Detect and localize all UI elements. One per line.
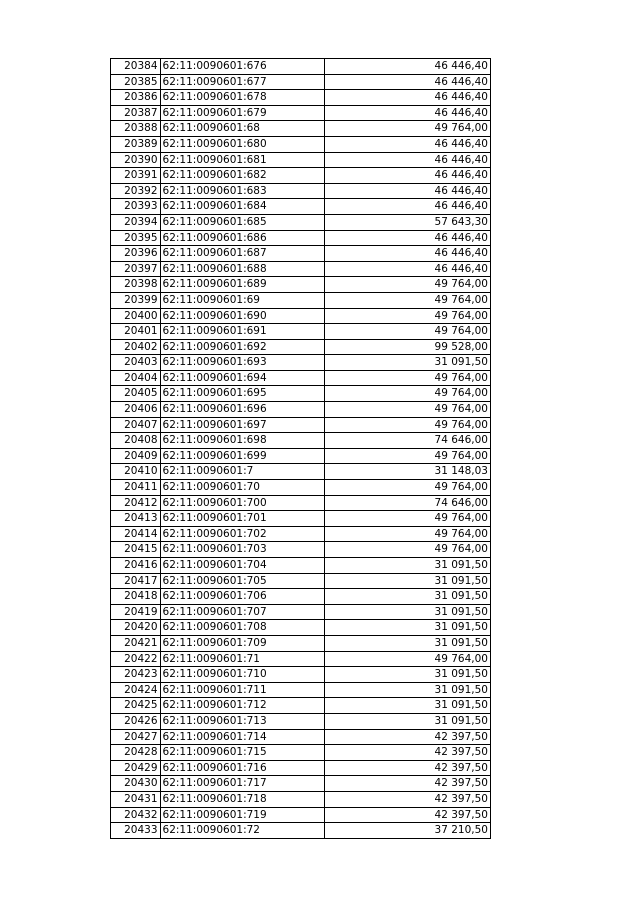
- table-row: [111, 152, 491, 168]
- row-number-cell: 20410: [111, 464, 161, 480]
- cadastral-number-cell: 62:11:0090601:694: [160, 370, 325, 386]
- table-row: [111, 651, 491, 667]
- cadastral-number-cell: 62:11:0090601:686: [160, 230, 325, 246]
- table-row: [111, 183, 491, 199]
- cadastral-number-cell: 62:11:0090601:692: [160, 339, 325, 355]
- row-number-cell: 20400: [111, 308, 161, 324]
- cadastral-number-cell: 62:11:0090601:696: [160, 402, 325, 418]
- table-row: [111, 495, 491, 511]
- row-number-cell: 20420: [111, 620, 161, 636]
- cadastral-value-cell: 49 764,00: [325, 308, 491, 324]
- cadastral-value-cell: 46 446,40: [325, 230, 491, 246]
- cadastral-number-cell: 62:11:0090601:68: [160, 121, 325, 137]
- cadastral-number-cell: 62:11:0090601:709: [160, 635, 325, 651]
- cadastral-number-cell: 62:11:0090601:717: [160, 776, 325, 792]
- cadastral-number-cell: 62:11:0090601:715: [160, 745, 325, 761]
- row-number-cell: 20388: [111, 121, 161, 137]
- row-number-cell: 20432: [111, 807, 161, 823]
- cadastral-value-cell: 49 764,00: [325, 370, 491, 386]
- row-number-cell: 20422: [111, 651, 161, 667]
- cadastral-value-cell: 49 764,00: [325, 542, 491, 558]
- row-number-cell: 20418: [111, 589, 161, 605]
- cadastral-value-cell: 31 091,50: [325, 355, 491, 371]
- table-row: [111, 261, 491, 277]
- row-number-cell: 20401: [111, 324, 161, 340]
- cadastral-value-table: [110, 58, 491, 839]
- table-row: [111, 417, 491, 433]
- cadastral-value-cell: 31 091,50: [325, 667, 491, 683]
- row-number-cell: 20405: [111, 386, 161, 402]
- row-number-cell: 20402: [111, 339, 161, 355]
- table-row: [111, 682, 491, 698]
- cadastral-value-cell: 31 091,50: [325, 635, 491, 651]
- row-number-cell: 20433: [111, 823, 161, 839]
- table-row: [111, 823, 491, 839]
- cadastral-number-cell: 62:11:0090601:678: [160, 90, 325, 106]
- cadastral-number-cell: 62:11:0090601:7: [160, 464, 325, 480]
- cadastral-number-cell: 62:11:0090601:710: [160, 667, 325, 683]
- row-number-cell: 20431: [111, 791, 161, 807]
- cadastral-number-cell: 62:11:0090601:712: [160, 698, 325, 714]
- table-row: [111, 199, 491, 215]
- cadastral-value-cell: 46 446,40: [325, 246, 491, 262]
- cadastral-value-cell: 49 764,00: [325, 651, 491, 667]
- table-row: [111, 59, 491, 75]
- cadastral-number-cell: 62:11:0090601:69: [160, 292, 325, 308]
- cadastral-number-cell: 62:11:0090601:70: [160, 480, 325, 496]
- row-number-cell: 20427: [111, 729, 161, 745]
- cadastral-number-cell: 62:11:0090601:687: [160, 246, 325, 262]
- cadastral-number-cell: 62:11:0090601:698: [160, 433, 325, 449]
- row-number-cell: 20404: [111, 370, 161, 386]
- row-number-cell: 20416: [111, 558, 161, 574]
- cadastral-number-cell: 62:11:0090601:679: [160, 105, 325, 121]
- cadastral-number-cell: 62:11:0090601:711: [160, 682, 325, 698]
- cadastral-number-cell: 62:11:0090601:691: [160, 324, 325, 340]
- row-number-cell: 20395: [111, 230, 161, 246]
- cadastral-value-cell: 31 091,50: [325, 682, 491, 698]
- cadastral-value-cell: 31 091,50: [325, 558, 491, 574]
- row-number-cell: 20430: [111, 776, 161, 792]
- cadastral-number-cell: 62:11:0090601:677: [160, 74, 325, 90]
- cadastral-value-cell: 42 397,50: [325, 729, 491, 745]
- row-number-cell: 20414: [111, 526, 161, 542]
- row-number-cell: 20407: [111, 417, 161, 433]
- cadastral-value-cell: 31 091,50: [325, 589, 491, 605]
- cadastral-value-cell: 46 446,40: [325, 168, 491, 184]
- table-row: [111, 558, 491, 574]
- row-number-cell: 20424: [111, 682, 161, 698]
- cadastral-number-cell: 62:11:0090601:704: [160, 558, 325, 574]
- table-row: [111, 589, 491, 605]
- cadastral-value-cell: 46 446,40: [325, 183, 491, 199]
- row-number-cell: 20403: [111, 355, 161, 371]
- cadastral-value-cell: 46 446,40: [325, 90, 491, 106]
- table-row: [111, 214, 491, 230]
- row-number-cell: 20387: [111, 105, 161, 121]
- cadastral-number-cell: 62:11:0090601:72: [160, 823, 325, 839]
- table-row: [111, 136, 491, 152]
- cadastral-value-cell: 49 764,00: [325, 386, 491, 402]
- table-row: [111, 292, 491, 308]
- table-row: [111, 230, 491, 246]
- cadastral-value-cell: 31 148,03: [325, 464, 491, 480]
- cadastral-number-cell: 62:11:0090601:700: [160, 495, 325, 511]
- table-row: [111, 105, 491, 121]
- table-row: [111, 355, 491, 371]
- table-row: [111, 573, 491, 589]
- cadastral-value-cell: 31 091,50: [325, 713, 491, 729]
- cadastral-value-cell: 46 446,40: [325, 152, 491, 168]
- row-number-cell: 20406: [111, 402, 161, 418]
- table-row: [111, 464, 491, 480]
- cadastral-value-cell: 46 446,40: [325, 59, 491, 75]
- cadastral-value-cell: 99 528,00: [325, 339, 491, 355]
- row-number-cell: 20413: [111, 511, 161, 527]
- cadastral-number-cell: 62:11:0090601:716: [160, 760, 325, 776]
- table-row: [111, 433, 491, 449]
- row-number-cell: 20408: [111, 433, 161, 449]
- cadastral-number-cell: 62:11:0090601:708: [160, 620, 325, 636]
- cadastral-number-cell: 62:11:0090601:699: [160, 448, 325, 464]
- row-number-cell: 20391: [111, 168, 161, 184]
- table-row: [111, 604, 491, 620]
- cadastral-number-cell: 62:11:0090601:71: [160, 651, 325, 667]
- cadastral-value-cell: 49 764,00: [325, 402, 491, 418]
- table-row: [111, 698, 491, 714]
- cadastral-value-cell: 49 764,00: [325, 417, 491, 433]
- cadastral-value-cell: 42 397,50: [325, 776, 491, 792]
- cadastral-value-cell: 49 764,00: [325, 324, 491, 340]
- table-row: [111, 308, 491, 324]
- cadastral-value-cell: 37 210,50: [325, 823, 491, 839]
- table-row: [111, 277, 491, 293]
- cadastral-number-cell: 62:11:0090601:688: [160, 261, 325, 277]
- cadastral-number-cell: 62:11:0090601:682: [160, 168, 325, 184]
- cadastral-number-cell: 62:11:0090601:718: [160, 791, 325, 807]
- row-number-cell: 20385: [111, 74, 161, 90]
- table-row: [111, 74, 491, 90]
- cadastral-value-cell: 74 646,00: [325, 433, 491, 449]
- table-row: [111, 402, 491, 418]
- table-row: [111, 807, 491, 823]
- table-row: [111, 713, 491, 729]
- table-row: [111, 635, 491, 651]
- cadastral-value-cell: 49 764,00: [325, 511, 491, 527]
- cadastral-number-cell: 62:11:0090601:705: [160, 573, 325, 589]
- cadastral-value-cell: 46 446,40: [325, 261, 491, 277]
- table-row: [111, 168, 491, 184]
- row-number-cell: 20393: [111, 199, 161, 215]
- cadastral-value-cell: 49 764,00: [325, 121, 491, 137]
- row-number-cell: 20426: [111, 713, 161, 729]
- table-row: [111, 480, 491, 496]
- cadastral-number-cell: 62:11:0090601:706: [160, 589, 325, 605]
- cadastral-number-cell: 62:11:0090601:707: [160, 604, 325, 620]
- table-row: [111, 760, 491, 776]
- table-row: [111, 667, 491, 683]
- table-row: [111, 246, 491, 262]
- document-page: [110, 58, 490, 839]
- cadastral-number-cell: 62:11:0090601:689: [160, 277, 325, 293]
- cadastral-number-cell: 62:11:0090601:685: [160, 214, 325, 230]
- table-row: [111, 542, 491, 558]
- cadastral-number-cell: 62:11:0090601:681: [160, 152, 325, 168]
- table-row: [111, 339, 491, 355]
- row-number-cell: 20389: [111, 136, 161, 152]
- cadastral-value-cell: 42 397,50: [325, 791, 491, 807]
- cadastral-value-cell: 31 091,50: [325, 698, 491, 714]
- row-number-cell: 20396: [111, 246, 161, 262]
- cadastral-number-cell: 62:11:0090601:703: [160, 542, 325, 558]
- row-number-cell: 20384: [111, 59, 161, 75]
- cadastral-value-cell: 42 397,50: [325, 807, 491, 823]
- row-number-cell: 20412: [111, 495, 161, 511]
- row-number-cell: 20409: [111, 448, 161, 464]
- table-row: [111, 745, 491, 761]
- cadastral-number-cell: 62:11:0090601:702: [160, 526, 325, 542]
- table-row: [111, 370, 491, 386]
- cadastral-number-cell: 62:11:0090601:676: [160, 59, 325, 75]
- table-row: [111, 729, 491, 745]
- row-number-cell: 20425: [111, 698, 161, 714]
- row-number-cell: 20419: [111, 604, 161, 620]
- table-row: [111, 90, 491, 106]
- row-number-cell: 20399: [111, 292, 161, 308]
- row-number-cell: 20428: [111, 745, 161, 761]
- row-number-cell: 20390: [111, 152, 161, 168]
- table-row: [111, 386, 491, 402]
- table-row: [111, 121, 491, 137]
- cadastral-value-cell: 46 446,40: [325, 74, 491, 90]
- row-number-cell: 20394: [111, 214, 161, 230]
- table-row: [111, 791, 491, 807]
- row-number-cell: 20415: [111, 542, 161, 558]
- cadastral-value-cell: 49 764,00: [325, 480, 491, 496]
- cadastral-value-cell: 46 446,40: [325, 199, 491, 215]
- table-row: [111, 511, 491, 527]
- cadastral-number-cell: 62:11:0090601:719: [160, 807, 325, 823]
- cadastral-value-cell: 57 643,30: [325, 214, 491, 230]
- cadastral-number-cell: 62:11:0090601:701: [160, 511, 325, 527]
- cadastral-number-cell: 62:11:0090601:697: [160, 417, 325, 433]
- table-row: [111, 324, 491, 340]
- cadastral-number-cell: 62:11:0090601:680: [160, 136, 325, 152]
- cadastral-value-cell: 46 446,40: [325, 136, 491, 152]
- cadastral-number-cell: 62:11:0090601:714: [160, 729, 325, 745]
- row-number-cell: 20392: [111, 183, 161, 199]
- cadastral-number-cell: 62:11:0090601:693: [160, 355, 325, 371]
- row-number-cell: 20397: [111, 261, 161, 277]
- cadastral-value-cell: 74 646,00: [325, 495, 491, 511]
- row-number-cell: 20386: [111, 90, 161, 106]
- cadastral-value-cell: 49 764,00: [325, 448, 491, 464]
- cadastral-value-cell: 31 091,50: [325, 604, 491, 620]
- row-number-cell: 20417: [111, 573, 161, 589]
- cadastral-number-cell: 62:11:0090601:695: [160, 386, 325, 402]
- table-row: [111, 448, 491, 464]
- row-number-cell: 20429: [111, 760, 161, 776]
- row-number-cell: 20398: [111, 277, 161, 293]
- cadastral-value-cell: 31 091,50: [325, 573, 491, 589]
- cadastral-value-cell: 31 091,50: [325, 620, 491, 636]
- cadastral-value-cell: 49 764,00: [325, 526, 491, 542]
- table-row: [111, 776, 491, 792]
- cadastral-number-cell: 62:11:0090601:683: [160, 183, 325, 199]
- row-number-cell: 20423: [111, 667, 161, 683]
- row-number-cell: 20411: [111, 480, 161, 496]
- cadastral-number-cell: 62:11:0090601:690: [160, 308, 325, 324]
- cadastral-value-cell: 42 397,50: [325, 745, 491, 761]
- row-number-cell: 20421: [111, 635, 161, 651]
- cadastral-value-cell: 49 764,00: [325, 292, 491, 308]
- cadastral-number-cell: 62:11:0090601:684: [160, 199, 325, 215]
- table-body: [111, 59, 491, 839]
- cadastral-value-cell: 49 764,00: [325, 277, 491, 293]
- cadastral-value-cell: 46 446,40: [325, 105, 491, 121]
- cadastral-number-cell: 62:11:0090601:713: [160, 713, 325, 729]
- cadastral-value-cell: 42 397,50: [325, 760, 491, 776]
- table-row: [111, 620, 491, 636]
- table-row: [111, 526, 491, 542]
